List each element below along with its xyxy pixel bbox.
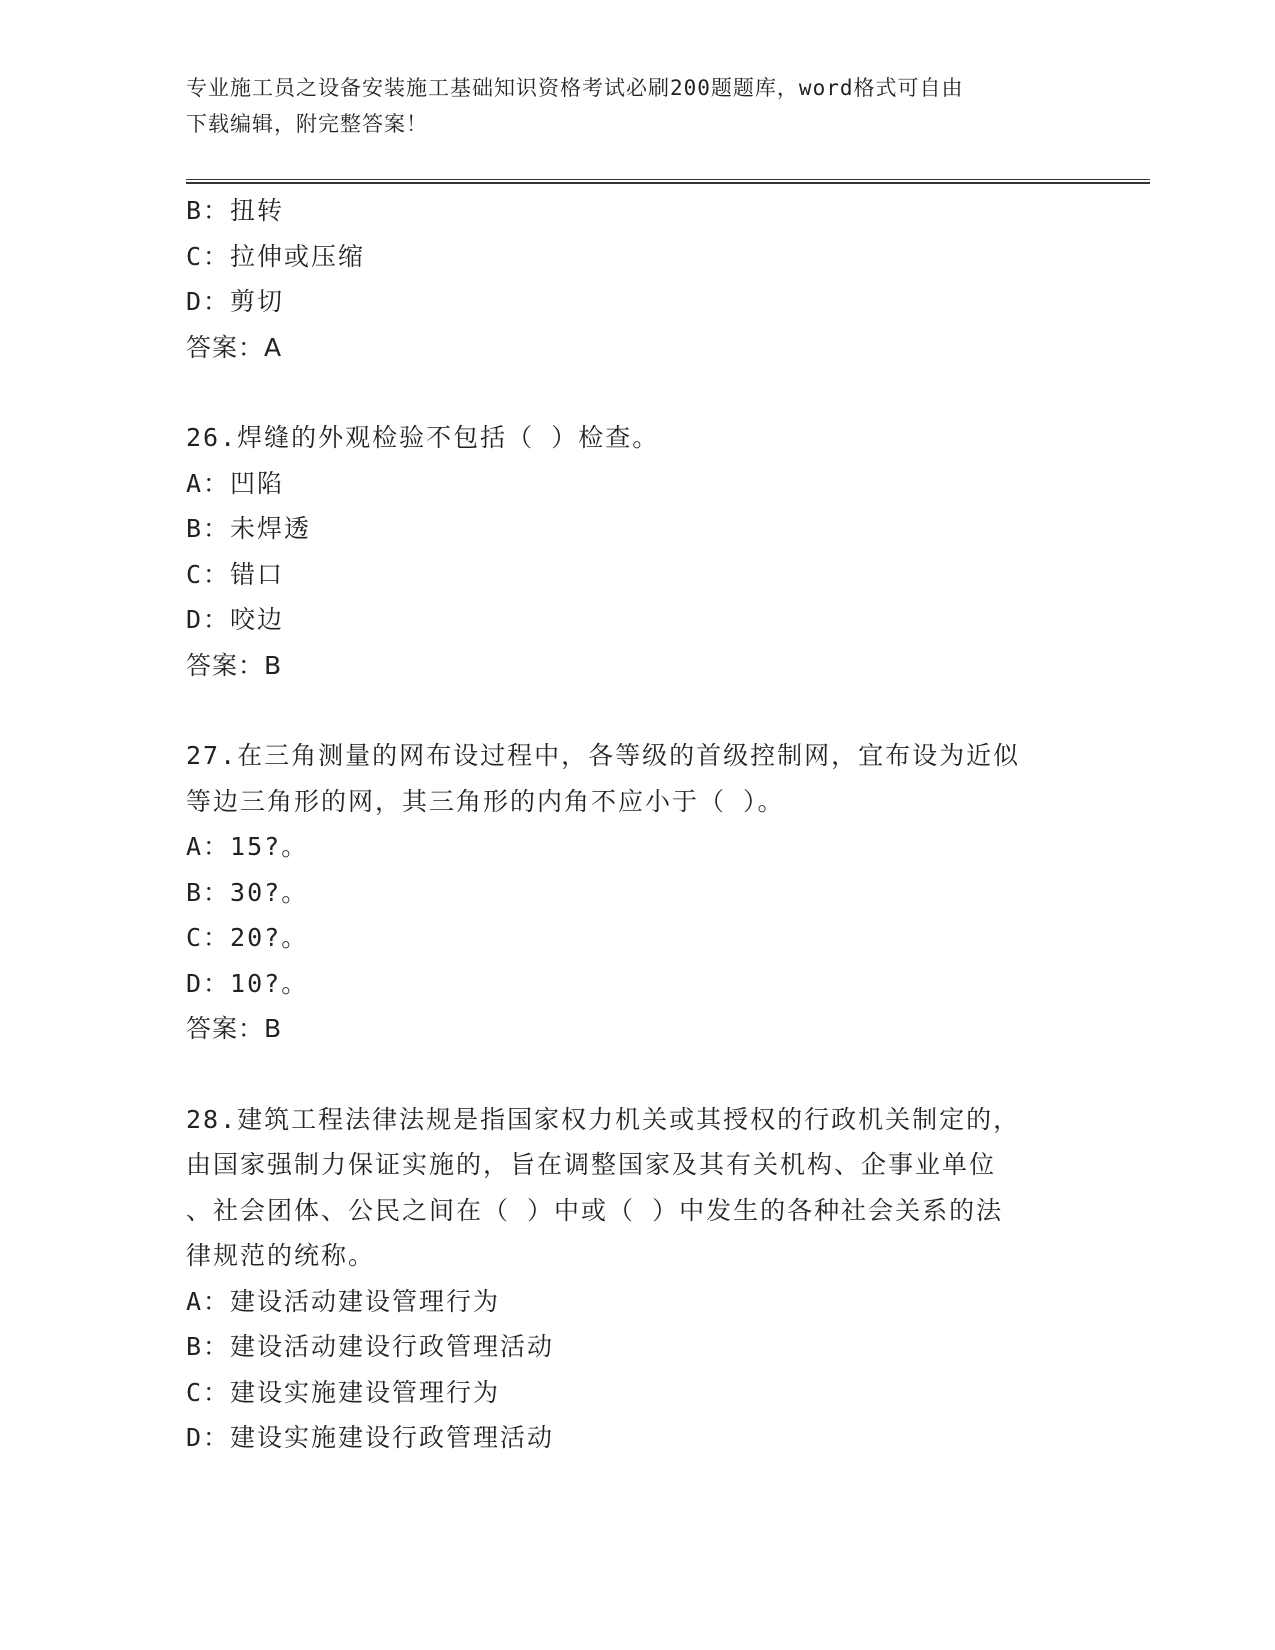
question-block [186, 188, 1066, 370]
option-c: C：20?。 [186, 923, 309, 952]
header-line-2: 下载编辑，附完整答案！ [186, 112, 428, 136]
option-d: D：剪切 [186, 287, 285, 316]
answer-line: 答案：B [186, 650, 283, 680]
block-spacer [186, 688, 1066, 733]
block-spacer [186, 370, 1066, 415]
header-line-1: 专业施工员之设备安装施工基础知识资格考试必刷200题题库，word格式可自由 [186, 76, 964, 100]
option-b: B：未焊透 [186, 514, 312, 543]
header-divider-thick [186, 182, 1150, 184]
answer-line: 答案：B [186, 1014, 283, 1043]
question-block [186, 1097, 1066, 1461]
option-b: B：扭转 [186, 196, 285, 225]
block-spacer [186, 1052, 1066, 1097]
question-text: 27.在三角测量的网布设过程中，各等级的首级控制网，宜布设为近似 [186, 741, 1021, 770]
question-text: 、社会团体、公民之间在（ ）中或（ ）中发生的各种社会关系的法 [186, 1195, 1004, 1225]
option-a: A：建设活动建设管理行为 [186, 1286, 501, 1316]
question-text: 26.焊缝的外观检验不包括（ ）检查。 [186, 423, 660, 452]
question-block [186, 415, 1066, 688]
option-a: A：凹陷 [186, 468, 285, 498]
option-a: A：15?。 [186, 832, 309, 861]
option-c: C：拉伸或压缩 [186, 241, 366, 271]
question-list [186, 188, 1066, 1461]
option-b: B：30?。 [186, 877, 309, 907]
option-d: D：10?。 [186, 968, 309, 998]
option-d: D：咬边 [186, 605, 285, 634]
answer-line: 答案：A [186, 332, 283, 362]
question-text: 等边三角形的网，其三角形的内角不应小于（ ）。 [186, 786, 785, 816]
option-b: B：建设活动建设行政管理活动 [186, 1332, 555, 1361]
question-block [186, 733, 1066, 1052]
question-text: 28.建筑工程法律法规是指国家权力机关或其授权的行政机关制定的， [186, 1104, 1021, 1134]
document-header [186, 70, 1066, 142]
option-c: C：建设实施建设管理行为 [186, 1377, 501, 1407]
header-divider-thin [186, 179, 1150, 180]
option-d: D：建设实施建设行政管理活动 [186, 1423, 555, 1452]
question-text: 律规范的统称。 [186, 1241, 376, 1270]
question-text: 由国家强制力保证实施的，旨在调整国家及其有关机构、企事业单位 [186, 1150, 997, 1179]
option-c: C：错口 [186, 559, 285, 589]
